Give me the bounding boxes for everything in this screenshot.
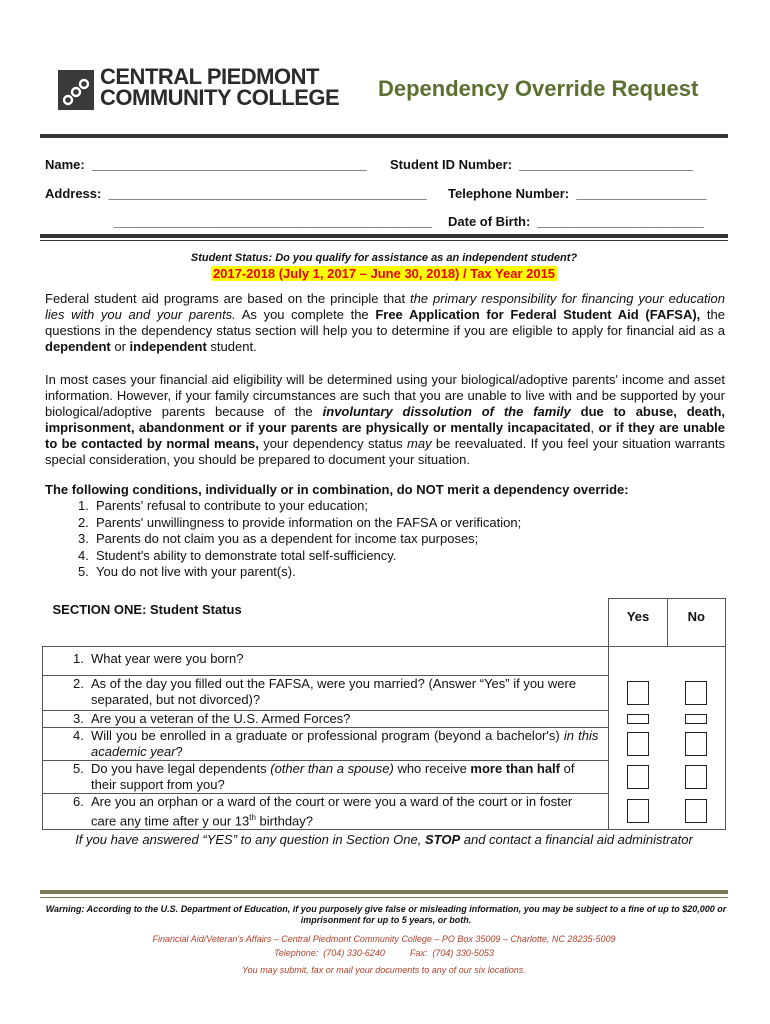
question-4: 4. Will you be enrolled in a graduate or professional program (beyond a bachelor's) in this academic year? — [43, 728, 609, 761]
question-5: 5. Do you have legal dependents (other than a spouse) who receive more than half of their support from you? — [43, 761, 609, 794]
divider — [40, 890, 728, 894]
no-checkbox-q2[interactable] — [685, 681, 707, 705]
divider — [40, 134, 728, 138]
divider — [40, 240, 728, 241]
footer-submit-note: You may submit, fax or mail your documents to any of our six locations. — [242, 965, 526, 975]
footer-phone: Telephone: (704) 330-6240 Fax: (704) 330-5053 — [274, 948, 494, 958]
yes-checkbox-q4[interactable] — [627, 732, 649, 756]
yes-header: Yes — [609, 599, 667, 647]
list-item: 3. Parents do not claim you as a dependent for income tax purposes; — [78, 531, 479, 547]
no-header: No — [667, 599, 725, 647]
question-3: 3. Are you a veteran of the U.S. Armed Forces? — [43, 711, 609, 728]
intro-paragraph: Federal student aid programs are based on the principle that the primary responsibility for financing your education lies with you and your parents. As you complete the Free Application for Federal Student Aid (FAFSA), the questions in the dependency status section will help you to determine if you are eligible to apply for financial aid as a dependent or independent student. — [45, 291, 726, 354]
section-one-title: SECTION ONE: Student Status — [43, 599, 609, 647]
question-2: 2. As of the day you filled out the FAFSA, were you married? (Answer “Yes” if you were separated, but not divorced)? — [43, 676, 609, 711]
yes-checkbox-q2[interactable] — [627, 681, 649, 705]
divider — [40, 234, 728, 238]
no-checkbox-q4[interactable] — [685, 732, 707, 756]
no-checkbox-q6[interactable] — [685, 799, 707, 823]
list-item: 2. Parents' unwillingness to provide information on the FAFSA or verification; — [78, 514, 522, 530]
college-name: CENTRAL PIEDMONT COMMUNITY COLLEGE — [100, 64, 340, 110]
circumstances-paragraph: In most cases your financial aid eligibility will be determined using your biological/adoptive parents' income and asset information. However, if your family circumstances are such that you are unable to live with and be supported by your biological/adoptive parents because of the involuntary dissolution of the family due to abuse, death, imprisonment, abandonment or if your parents are physically or mentally incapacitated, or if they are unable to be contacted by normal means, your dependency status may be reevaluated. If you feel your situation warrants special consideration, you should be prepared to document your situation. — [45, 372, 726, 467]
section-one-table — [42, 598, 726, 830]
list-item: 4. Student's ability to demonstrate total self-sufficiency. — [78, 547, 397, 563]
dob-field[interactable]: Date of Birth: _______________________ — [448, 214, 704, 229]
conditions-heading: The following conditions, individually or in combination, do NOT merit a dependency override: — [45, 482, 629, 497]
no-checkbox-q5[interactable] — [685, 765, 707, 789]
question-6: 6. Are you an orphan or a ward of the court or were you a ward of the court or in foster care any time after y our 13th birthday? — [43, 794, 609, 830]
yes-checkbox-q3[interactable] — [627, 714, 649, 724]
yes-checkbox-q6[interactable] — [627, 799, 649, 823]
college-logo-icon — [58, 70, 94, 110]
question-1: 1. What year were you born? — [43, 647, 609, 676]
name-field[interactable]: Name: ______________________________________ — [45, 157, 367, 172]
telephone-field[interactable]: Telephone Number: __________________ — [448, 186, 707, 201]
address-field[interactable]: Address: ____________________________________________ — [45, 186, 427, 201]
divider — [40, 897, 728, 898]
student-id-field[interactable]: Student ID Number: ________________________ — [390, 157, 693, 172]
warning-text: Warning: According to the U.S. Department of Education, if you purposely give false or misleading information, you may be subject to a fine of up to $20,000 or imprisonment for up to 5 years, or both. — [45, 904, 727, 925]
address-line2-field[interactable]: ____________________________________________ — [114, 214, 433, 229]
student-status-question: Student Status: Do you qualify for assistance as an independent student? — [190, 252, 578, 264]
footer-address: Financial Aid/Veteran's Affairs – Central Piedmont Community College – PO Box 35009 – Charlotte, NC 28235-5009 — [152, 934, 616, 944]
yes-checkbox-q5[interactable] — [627, 765, 649, 789]
no-checkbox-q3[interactable] — [685, 714, 707, 724]
stop-instruction: If you have answered “YES” to any question in Section One, STOP and contact a financial aid administrator — [75, 832, 693, 847]
conditions-list — [78, 498, 521, 581]
list-item: 5. You do not live with your parent(s). — [78, 564, 296, 580]
list-item: 1. Parents' refusal to contribute to your education; — [78, 498, 369, 513]
page-title: Dependency Override Request — [378, 76, 699, 101]
award-year: 2017-2018 (July 1, 2017 – June 30, 2018) / Tax Year 2015 — [212, 266, 556, 281]
